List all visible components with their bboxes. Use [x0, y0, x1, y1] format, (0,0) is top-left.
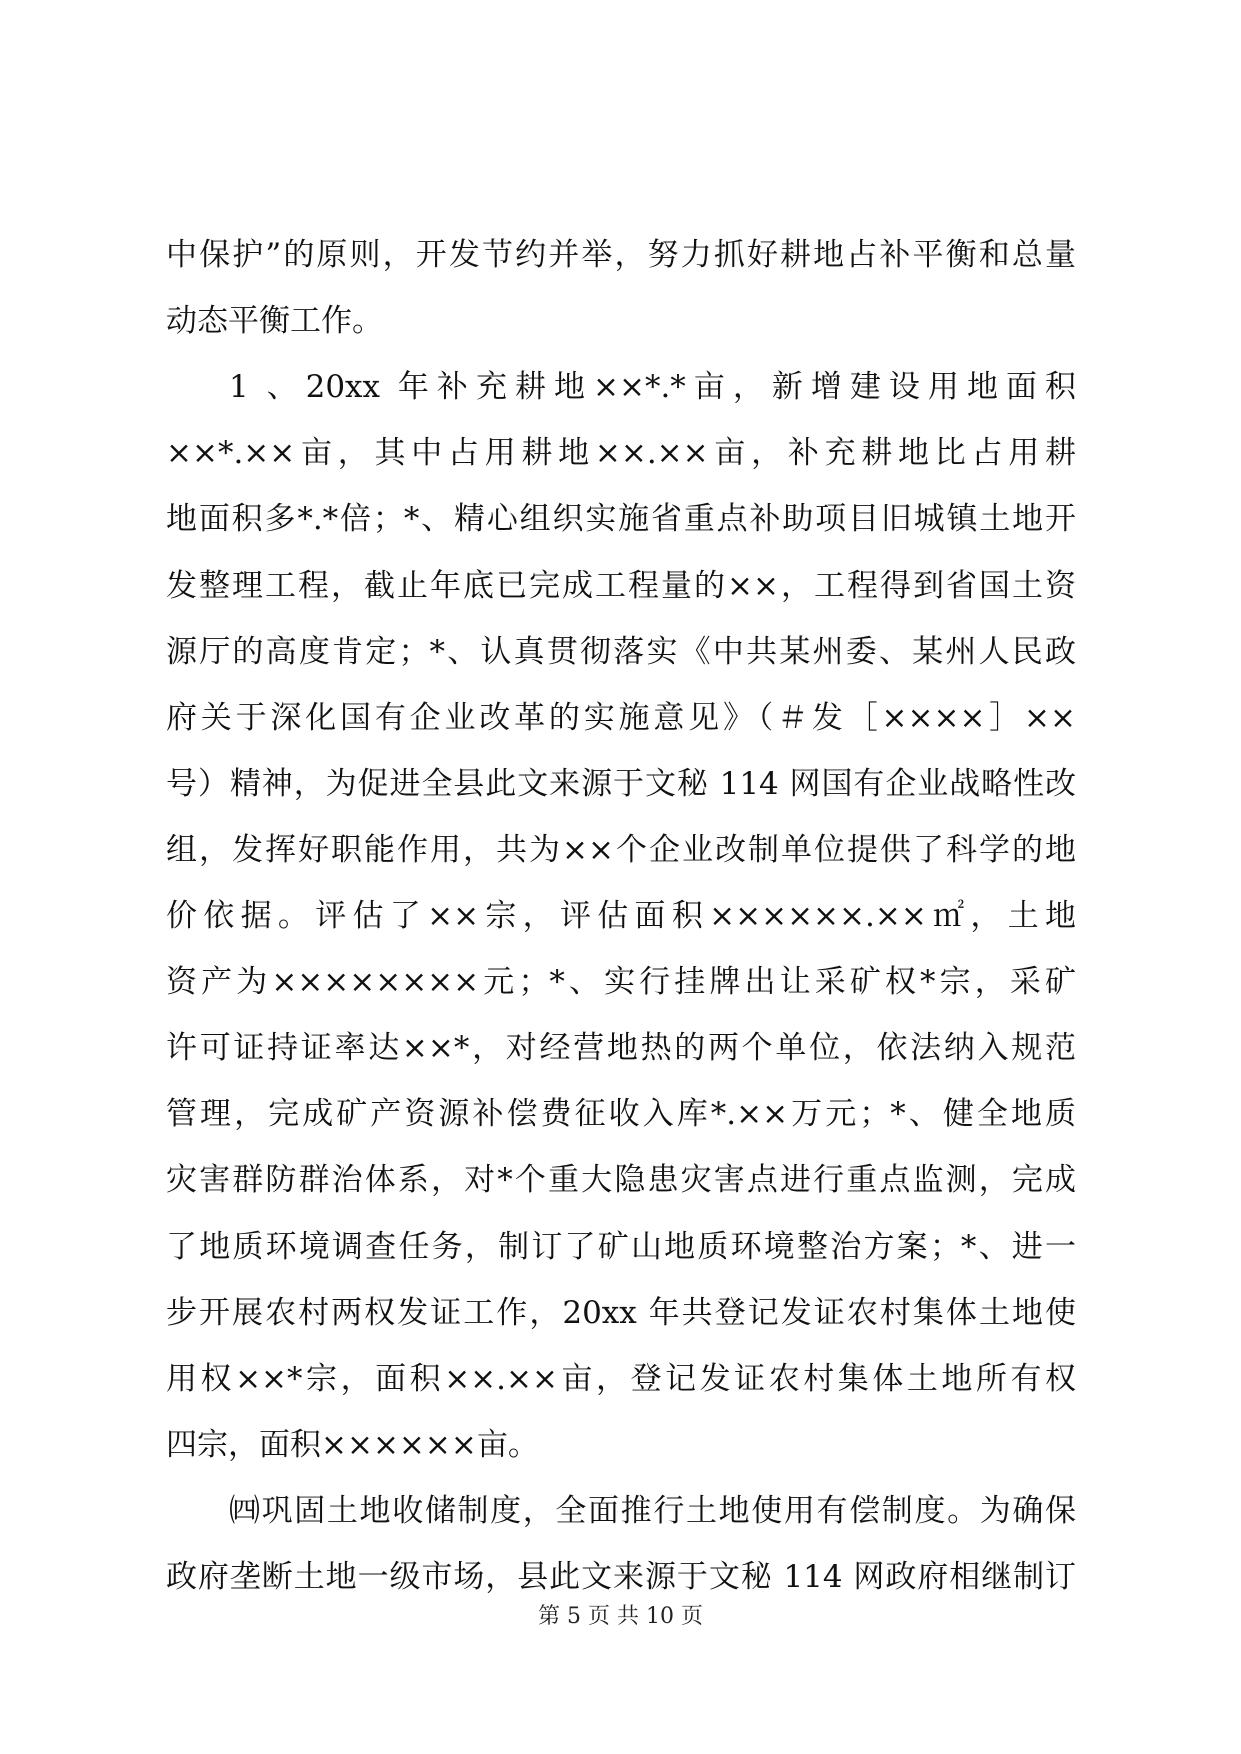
body-line-17: 步开展农村两权发证工作，20xx 年共登记发证农村集体土地使 [166, 1295, 1076, 1331]
body-line-4: ××*.××亩，其中占用耕地××.××亩，补充耕地比占用耕 [166, 435, 1076, 471]
body-line-11: 价依据。评估了××宗，评估面积××××××.××㎡，土地 [166, 898, 1076, 934]
body-line-18: 用权××*宗，面积××.××亩，登记发证农村集体土地所有权 [166, 1361, 1076, 1397]
body-line-16: 了地质环境调查任务，制订了矿山地质环境整治方案；*、进一 [166, 1229, 1076, 1265]
body-line-7: 源厅的高度肯定；*、认真贯彻落实《中共某州委、某州人民政 [166, 634, 1076, 670]
page-footer: 第 5 页 共 10 页 [538, 1604, 703, 1629]
body-line-10: 组，发挥好职能作用，共为××个企业改制单位提供了科学的地 [166, 832, 1076, 868]
body-line-20: ㈣巩固土地收储制度，全面推行土地使用有偿制度。为确保 [229, 1493, 1076, 1529]
body-line-8: 府关于深化国有企业改革的实施意见》（＃发［××××］×× [166, 700, 1076, 736]
body-line-21: 政府垄断土地一级市场，县此文来源于文秘 114 网政府相继制订 [166, 1559, 1076, 1595]
body-line-19: 四宗，面积××××××亩。 [166, 1427, 539, 1463]
body-line-12: 资产为××××××××元；*、实行挂牌出让采矿权*宗，采矿 [166, 964, 1076, 1000]
body-line-3: 1 、20xx 年补充耕地××*.*亩，新增建设用地面积 [229, 369, 1076, 405]
body-line-2: 动态平衡工作。 [166, 303, 383, 339]
body-line-5: 地面积多*.*倍；*、精心组织实施省重点补助项目旧城镇土地开 [166, 501, 1076, 537]
body-line-1: 中保护”的原则，开发节约并举，努力抓好耕地占补平衡和总量 [166, 237, 1076, 273]
body-line-9: 号）精神，为促进全县此文来源于文秘 114 网国有企业战略性改 [166, 766, 1076, 802]
body-line-14: 管理，完成矿产资源补偿费征收入库*.××万元；*、健全地质 [166, 1096, 1076, 1132]
body-line-6: 发整理工程，截止年底已完成工程量的××，工程得到省国土资 [166, 568, 1076, 604]
body-line-15: 灾害群防群治体系，对*个重大隐患灾害点进行重点监测，完成 [166, 1162, 1076, 1198]
body-line-13: 许可证持证率达××*，对经营地热的两个单位，依法纳入规范 [166, 1030, 1076, 1066]
